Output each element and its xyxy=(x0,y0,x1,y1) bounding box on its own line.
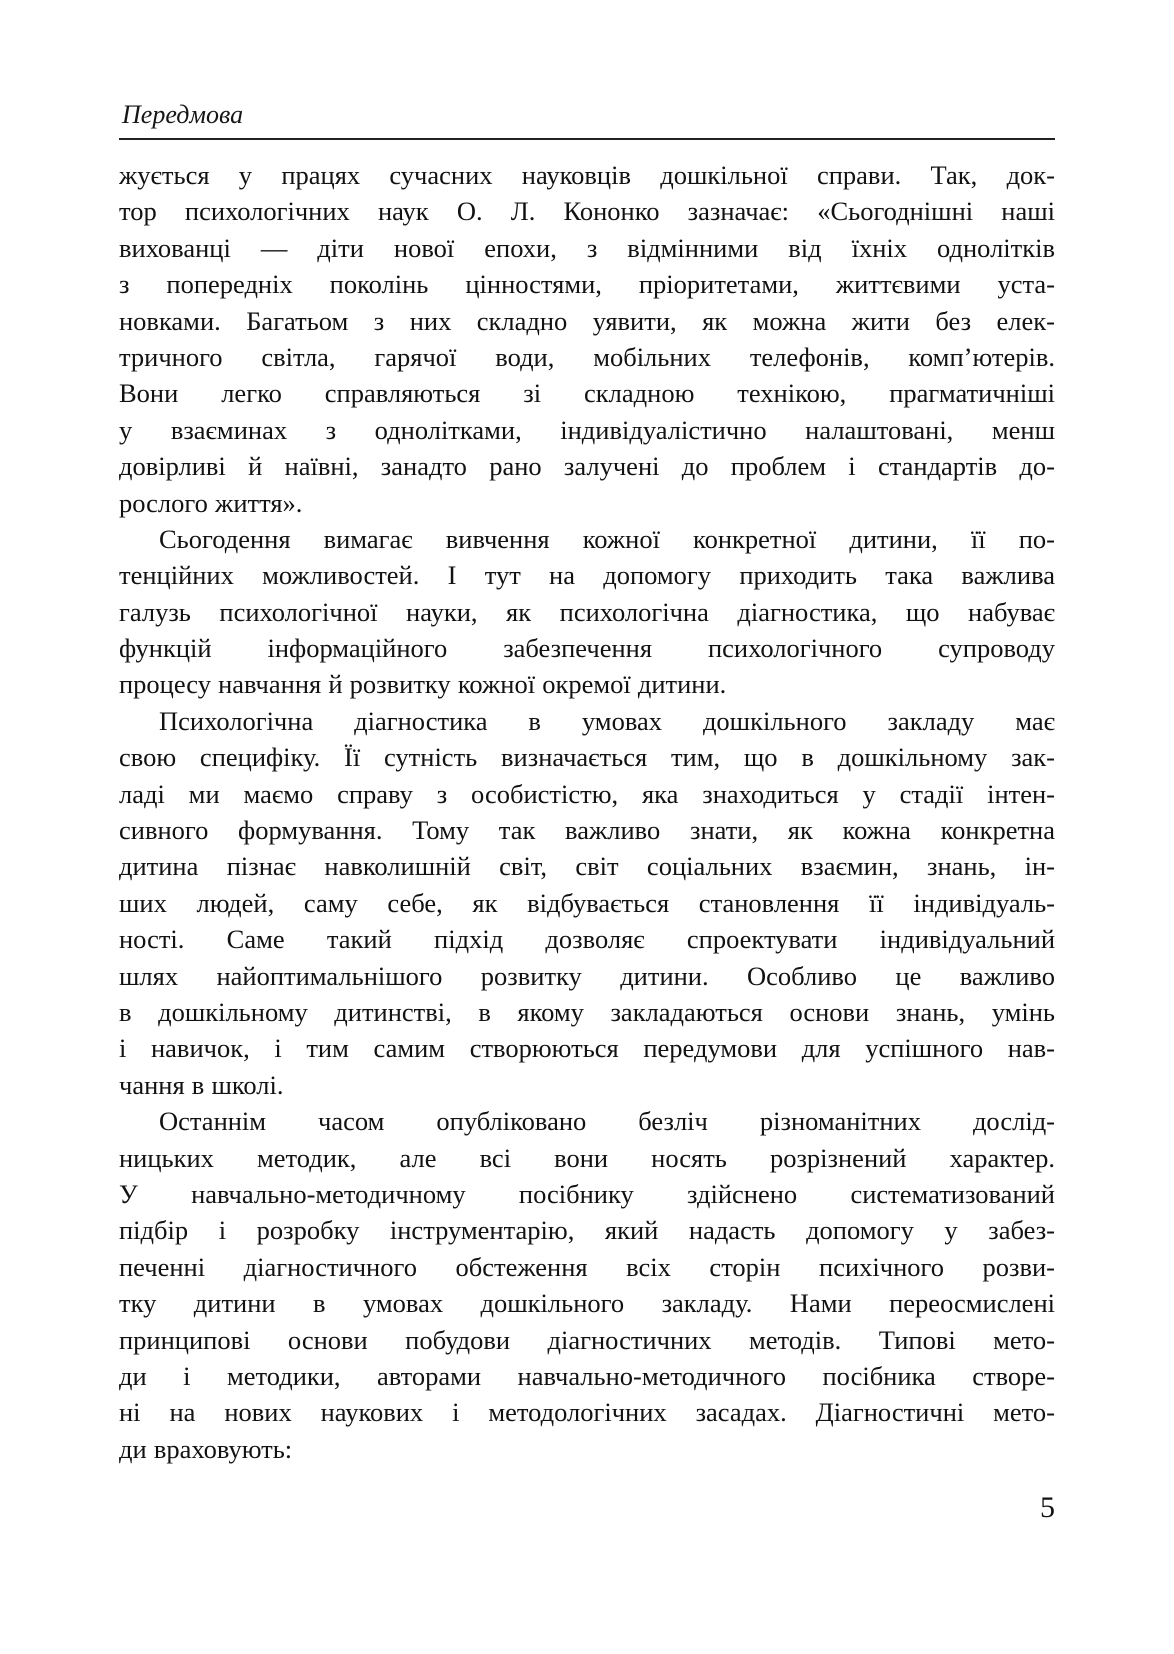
page-number: 5 xyxy=(1040,1491,1055,1524)
text-line: сивного формування. Тому так важливо знати, як кожна конкретна xyxy=(119,815,1055,846)
text-line: процесу навчання й розвитку кожної окремої дитини. xyxy=(119,669,727,700)
text-line: в дошкільному дитинстві, в якому закладаються основи знань, умінь xyxy=(119,996,1055,1027)
text-line: печенні діагностичного обстеження всіх сторін психічного розви- xyxy=(119,1251,1055,1282)
text-line: і навичок, і тим самим створюються передумови для успішного нав- xyxy=(119,1033,1055,1064)
text-line: довірливі й наївні, занадто рано залучені до проблем і стандартів до- xyxy=(119,451,1055,482)
paragraph xyxy=(119,703,1055,1103)
text-line: функцій інформаційного забезпечення психологічного супроводу xyxy=(119,633,1055,664)
text-line: Вони легко справляються зі складною технікою, прагматичніші xyxy=(119,378,1055,409)
text-line: рослого життя». xyxy=(119,487,303,518)
text-line: жується у працях сучасних науковців дошкільної справи. Так, док- xyxy=(119,160,1055,190)
paragraph xyxy=(119,157,1055,521)
text-line: тку дитини в умовах дошкільного закладу. Нами переосмислені xyxy=(119,1288,1055,1319)
text-line: галузь психологічної науки, як психологічна діагностика, що набуває xyxy=(119,596,1055,627)
text-line: Останнім часом опубліковано безліч різноманітних дослід- xyxy=(159,1106,1055,1137)
text-line: чання в школі. xyxy=(119,1069,284,1100)
text-line: вихованці — діти нової епохи, з відмінними від їхніх однолітків xyxy=(119,232,1055,263)
body-text xyxy=(119,157,1055,1467)
text-line: з попередніх поколінь цінностями, пріоритетами, життєвими уста- xyxy=(119,269,1055,300)
text-line: свою специфіку. Її сутність визначається тим, що в дошкільному зак- xyxy=(119,742,1055,773)
text-line: новками. Багатьом з них складно уявити, як можна жити без елек- xyxy=(119,305,1055,336)
text-line: підбір і розробку інструментарію, який надасть допомогу у забез- xyxy=(119,1215,1055,1246)
text-line: шлях найоптимальнішого розвитку дитини. Особливо це важливо xyxy=(119,960,1055,991)
text-line: ладі ми маємо справу з особистістю, яка знаходиться у стадії інтен- xyxy=(119,778,1055,809)
text-line: принципові основи побудови діагностичних методів. Типові мето- xyxy=(119,1324,1055,1355)
text-line: Сьогодення вимагає вивчення кожної конкретної дитини, її по- xyxy=(159,523,1055,554)
text-line: Психологічна діагностика в умовах дошкільного закладу має xyxy=(159,705,1055,736)
text-line: тричного світла, гарячої води, мобільних телефонів, комп’ютерів. xyxy=(119,341,1055,372)
text-line: дитина пізнає навколишній світ, світ соціальних взаємин, знань, ін- xyxy=(119,851,1055,882)
running-head-title: Передмова xyxy=(122,100,244,129)
text-line: ди враховують: xyxy=(119,1433,293,1464)
text-line: ні на нових наукових і методологічних засадах. Діагностичні мето- xyxy=(119,1397,1055,1428)
text-line: ності. Саме такий підхід дозволяє спроектувати індивідуальний xyxy=(119,924,1055,955)
page-content xyxy=(119,100,1055,1467)
text-line: ди і методики, авторами навчально-методичного посібника створе- xyxy=(119,1360,1055,1391)
text-line: тенційних можливостей. І тут на допомогу приходить така важлива xyxy=(119,560,1055,591)
text-line: тор психологічних наук О. Л. Кононко зазначає: «Сьогоднішні наші xyxy=(119,196,1055,227)
text-line: ших людей, саму себе, як відбувається становлення її індивідуаль- xyxy=(119,887,1055,918)
text-line: У навчально-методичному посібнику здійснено систематизований xyxy=(119,1178,1055,1209)
text-line: ницьких методик, але всі вони носять розрізнений характер. xyxy=(119,1142,1055,1173)
header-rule xyxy=(119,138,1055,140)
text-line: у взаєминах з однолітками, індивідуалістично налаштовані, менш xyxy=(119,414,1055,445)
paragraph xyxy=(119,521,1055,703)
paragraph xyxy=(119,1103,1055,1467)
